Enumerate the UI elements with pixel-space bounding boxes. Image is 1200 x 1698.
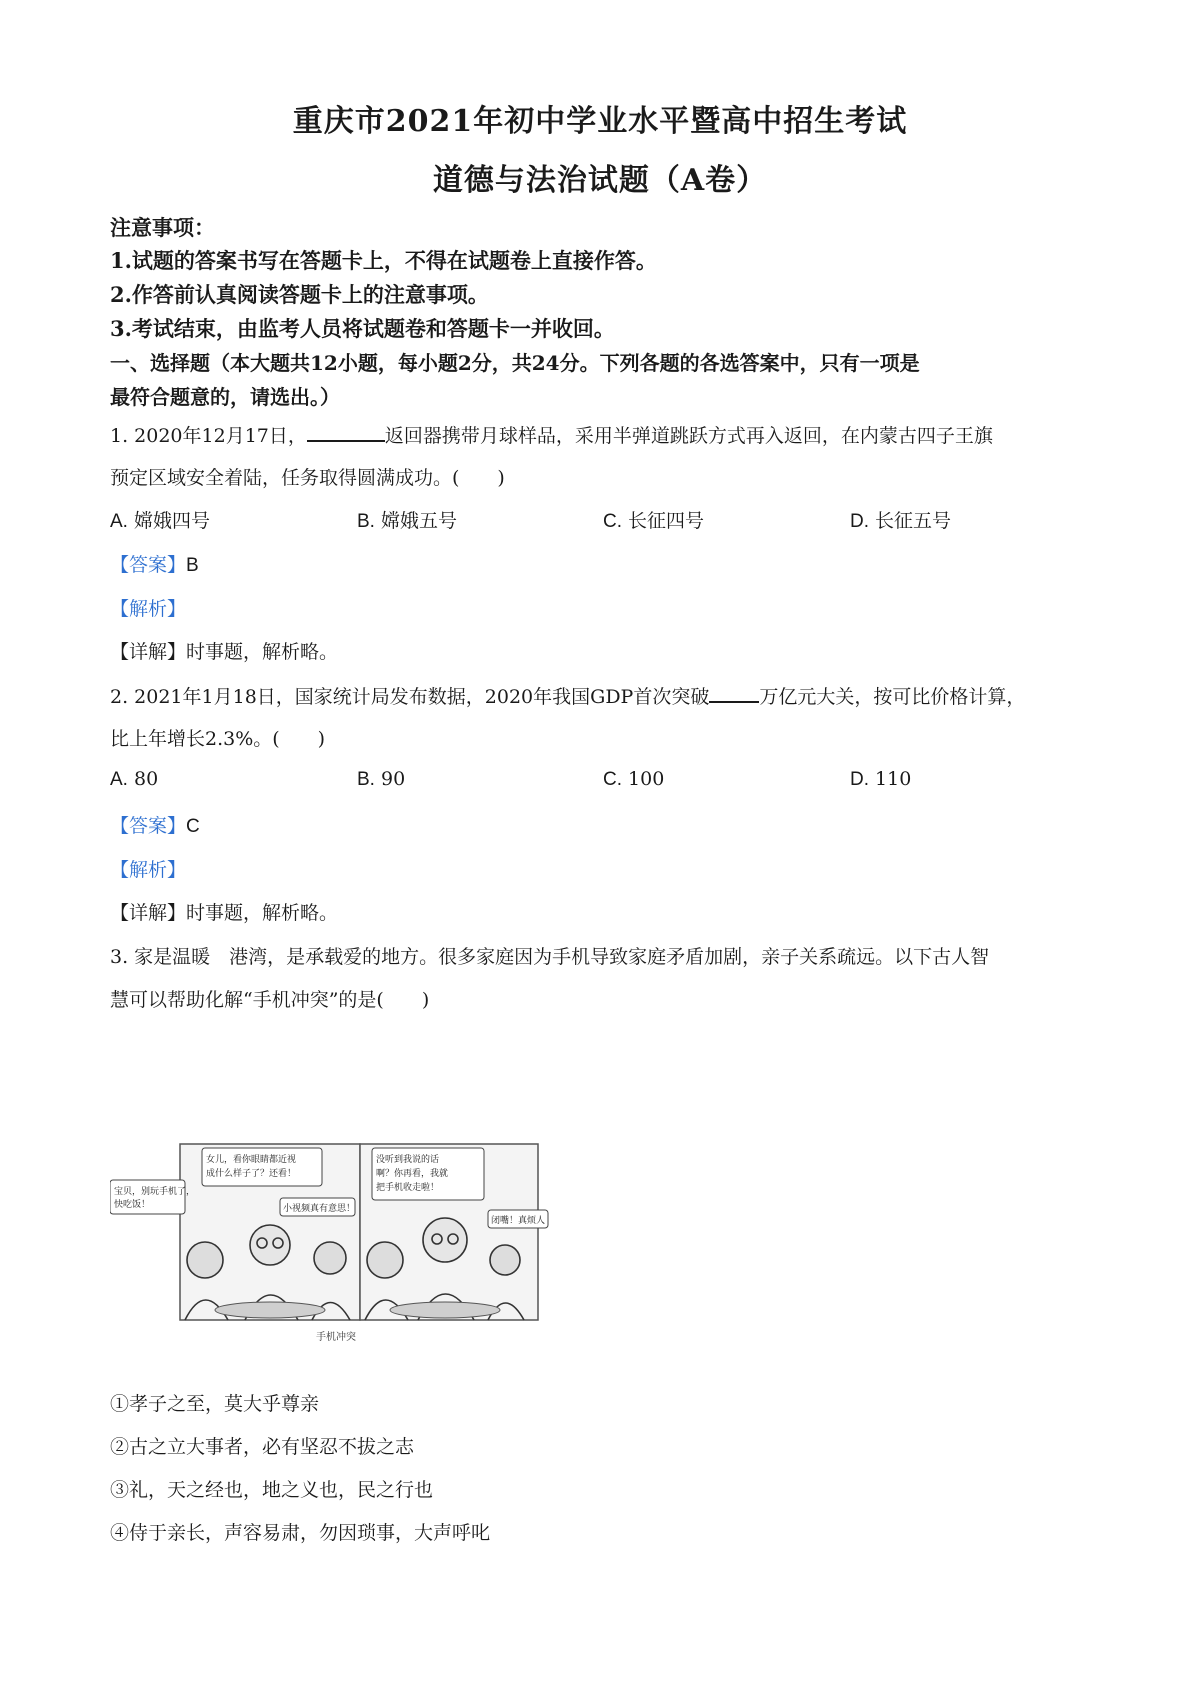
- question-3-stem-line2: 慧可以帮助化解“手机冲突”的是( ): [110, 989, 430, 1011]
- cartoon-bubble-3-text: 小视频真有意思！: [283, 1204, 356, 1214]
- question-3-item-1: ①孝子之至，莫大乎尊亲: [110, 1393, 320, 1415]
- question-2-blank: [709, 683, 759, 703]
- question-2-stem-line2: 比上年增长2.3%。( ): [110, 728, 326, 750]
- question-1-option-c[interactable]: C. 长征四号: [603, 510, 705, 532]
- exam-title: 重庆市2021年初中学业水平暨高中招生考试: [292, 104, 908, 139]
- question-2-text-a: 2. 2021年1月18日，国家统计局发布数据，2020年我国GDP首次突破: [110, 686, 710, 708]
- cartoon-bubble-5-text: 闭嘴！真烦人: [491, 1216, 546, 1226]
- cartoon-bubble-4: [372, 1148, 484, 1200]
- question-1-answer: 【答案】B: [110, 554, 199, 576]
- cartoon-bubble-1-text-line1: 宝贝，别玩手机了，: [114, 1187, 196, 1197]
- cartoon-bubble-2-text-line2: 成什么样子了？还看！: [206, 1169, 297, 1179]
- notes-item-3: 3.考试结束，由监考人员将试题卷和答题卡一并收回。: [110, 316, 615, 341]
- notes-item-1: 1.试题的答案书写在答题卡上，不得在试题卷上直接作答。: [110, 248, 657, 273]
- cartoon-bubble-3: [280, 1198, 355, 1216]
- question-3-item-2: ②古之立大事者，必有坚忍不拔之志: [110, 1436, 415, 1458]
- question-1-stem: [110, 421, 993, 448]
- question-1-option-b[interactable]: B. 嫦娥五号: [357, 510, 458, 532]
- cartoon-bubble-4-text-line3: 把手机收走啦！: [376, 1183, 440, 1193]
- question-2-analysis-label: 【解析】: [110, 859, 187, 881]
- question-2-option-a[interactable]: A. 80: [110, 768, 159, 790]
- exam-subtitle: 道德与法治试题（A卷）: [432, 163, 768, 198]
- question-2-option-b[interactable]: B. 90: [357, 768, 406, 790]
- question-2-detail: 【详解】时事题，解析略。: [110, 902, 339, 924]
- question-3-item-3: ③礼，天之经也，地之义也，民之行也: [110, 1479, 434, 1501]
- question-1-blank: [307, 422, 385, 442]
- cartoon-bubble-5: [488, 1210, 548, 1228]
- question-3-item-4: ④侍于亲长，声容易肃，勿因琐事，大声呼叱: [110, 1522, 491, 1544]
- cartoon-caption: 手机冲突: [316, 1332, 356, 1343]
- question-2-stem: [110, 682, 1025, 709]
- cartoon-bubble-4-text-line2: 啊？你再看，我就: [376, 1169, 449, 1179]
- question-1-detail: 【详解】时事题，解析略。: [110, 641, 339, 663]
- notes-heading: 注意事项：: [110, 215, 215, 240]
- phone-conflict-cartoon: [110, 1140, 570, 1360]
- cartoon-bubble-1: [110, 1180, 195, 1214]
- question-1-stem-line2: 预定区域安全着陆，任务取得圆满成功。( ): [110, 467, 505, 489]
- question-2-option-d[interactable]: D. 110: [850, 768, 912, 790]
- question-1-text-b: 返回器携带月球样品，采用半弹道跳跃方式再入返回，在内蒙古四子王旗: [384, 425, 993, 447]
- section-heading-line1: 一、选择题（本大题共12小题，每小题2分，共24分。下列各题的各选答案中，只有一项是: [110, 351, 920, 375]
- notes-item-2: 2.作答前认真阅读答题卡上的注意事项。: [110, 282, 489, 307]
- question-1-option-a[interactable]: A. 嫦娥四号: [110, 510, 211, 532]
- cartoon-bubble-2: [202, 1148, 322, 1186]
- question-1-text-a: 1. 2020年12月17日，: [110, 425, 307, 447]
- section-heading-line2: 最符合题意的，请选出。）: [110, 385, 340, 409]
- cartoon-table-left: [215, 1302, 325, 1318]
- cartoon-table-right: [390, 1302, 500, 1318]
- question-1-analysis-label: 【解析】: [110, 598, 187, 620]
- question-2-text-b: 万亿元大关，按可比价格计算，: [759, 686, 1026, 708]
- cartoon-bubble-4-text-line1: 没听到我说的话: [376, 1155, 440, 1165]
- cartoon-bubble-1-text-line2: 快吃饭！: [114, 1200, 151, 1210]
- question-3-stem: 3. 家是温暖 港湾，是承载爱的地方。很多家庭因为手机导致家庭矛盾加剧，亲子关系疏远。以下古人智: [110, 946, 990, 968]
- question-2-option-c[interactable]: C. 100: [603, 768, 665, 790]
- cartoon-bubble-2-text-line1: 女儿，看你眼睛都近视: [206, 1155, 297, 1165]
- question-1-option-d[interactable]: D. 长征五号: [850, 510, 952, 532]
- question-2-answer: 【答案】C: [110, 815, 200, 837]
